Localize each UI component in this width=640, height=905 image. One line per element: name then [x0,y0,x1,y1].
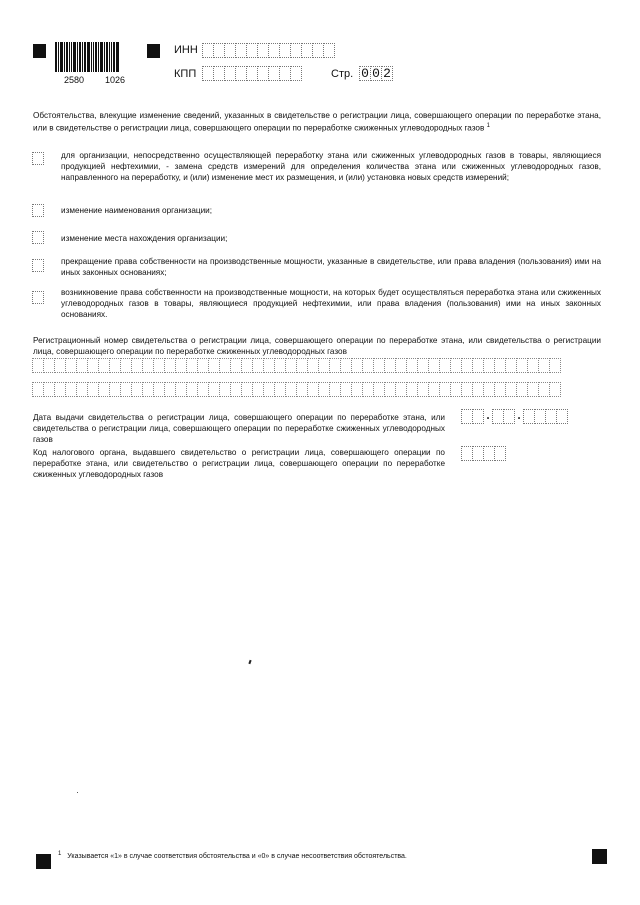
footnote-text: Указывается «1» в случае соответствия обстоятельства и «0» в случае несоответствия обстоятельства. [67,853,407,861]
tax-code-label: Код налогового органа, выдавшего свидетельство о регистрации лица, совершающего операции по переработке этана, или свидетельство о регистрации лица, совершающего операции по переработке сжиженных углеводородных газов [33,448,445,479]
footnote-ref: 1 [486,123,490,129]
option-label-3: изменение места нахождения организации; [61,234,228,243]
option-label-2: изменение наименования организации; [61,206,213,215]
reg-number-cell[interactable] [549,382,561,397]
page-digit: 0 [370,66,382,81]
option-checkbox-4[interactable] [32,259,44,272]
date-separator: . [515,408,523,423]
corner-marker-top-left [33,44,46,58]
barcode-number-left: 2580 [64,75,85,85]
option-label-5: возникновение права собственности на производственные мощности, на которых будет осуществляться переработка этана или сжиженных углеводородных газов в товары, являющиеся продукцией нефтехимии, или права владения (пользования) ими на иных законных основаниях. [61,288,601,319]
corner-marker-top-right [147,44,160,58]
page-number-field [359,66,392,81]
inn-label: ИНН [174,44,198,56]
footnote [58,851,407,860]
option-checkbox-3[interactable] [32,231,44,244]
option-checkbox-2[interactable] [32,204,44,217]
scan-speck [248,660,251,664]
section-intro-text: Обстоятельства, влекущие изменение сведений, указанных в свидетельстве о регистрации лица, совершающего операции по переработке этана, или в свидетельстве о регистрации лица, совершающего операции по переработке сжиженных углеводородных газов [33,111,601,133]
inn-field[interactable] [202,43,334,58]
barcode-number-right: 1026 [105,75,126,85]
reg-number-field-row-1[interactable] [32,358,560,373]
page-digit: 0 [359,66,371,81]
reg-number-field-row-2[interactable] [32,382,560,397]
date-label: Дата выдачи свидетельства о регистрации лица, совершающего операции по переработке этана, или свидетельства о регистрации лица, совершающего операции по переработке сжиженных углеводородных газов [33,413,445,444]
corner-marker-bottom-right [592,849,607,864]
reg-number-label: Регистрационный номер свидетельства о регистрации лица, совершающего операции по переработке этана, или свидетельства о регистрации лица, совершающего операции по переработке сжиженных углеводородных газов [33,336,601,356]
reg-number-cell[interactable] [549,358,561,373]
option-checkbox-5[interactable] [32,291,44,304]
barcode [55,42,133,72]
tax-code-field[interactable] [461,446,505,461]
page-label: Стр. [331,68,354,80]
kpp-label: КПП [174,68,197,80]
section-intro [33,110,601,134]
option-checkbox-1[interactable] [32,152,44,165]
footnote-mark: 1 [58,851,62,857]
kpp-field[interactable] [202,66,301,81]
page-digit: 2 [381,66,393,81]
option-label-1: для организации, непосредственно осуществляющей переработку этана или сжиженных углеводородных газов в товары, являющиеся продукцией нефтехимии, - замена средств измерений для определения количества этана или сжиженных углеводородных газов, направленного на переработку, и (или) изменение мест их размещения, и (или) установка новых средств измерений; [61,151,601,182]
scan-speck [77,792,78,793]
date-field[interactable] [461,409,567,424]
option-label-4: прекращение права собственности на производственные мощности, указанные в свидетельстве, или права владения (пользования) ими на иных законных основаниях; [61,257,601,277]
date-separator: . [484,408,492,423]
corner-marker-bottom-left [36,854,51,869]
